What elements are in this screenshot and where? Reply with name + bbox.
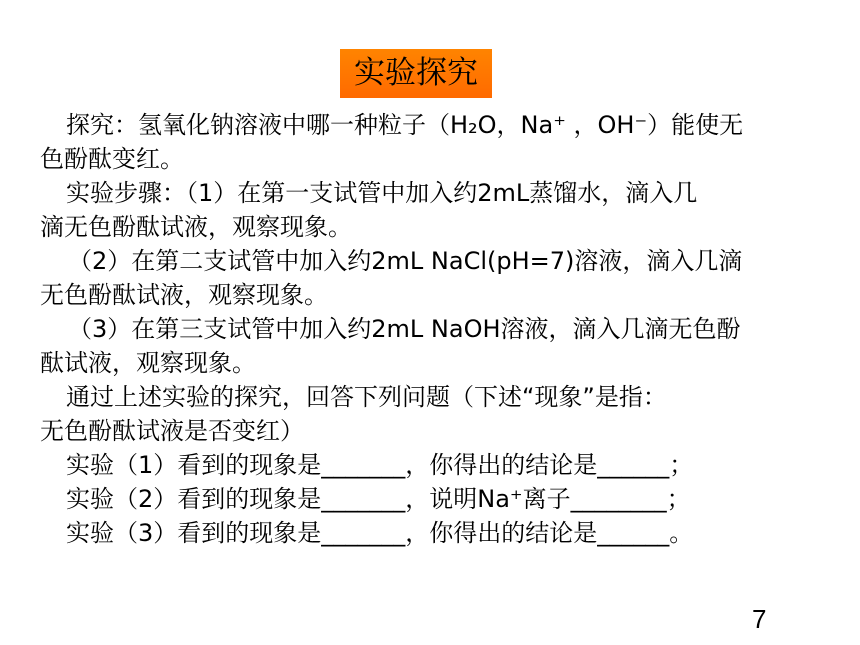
body-line: 无色酚酞试液是否变红） (40, 417, 304, 445)
body-line: 色酚酞变红。 (40, 145, 184, 173)
page-number: 7 (752, 604, 767, 634)
body-line: （2）在第二支试管中加入约2mL NaCl(pH=7)溶液，滴入几滴 (68, 247, 743, 275)
slide-title-box (340, 49, 492, 98)
body-line: 实验步骤：（1）在第一支试管中加入约2mL蒸馏水，滴入几 (66, 179, 698, 207)
body-line: （3）在第三支试管中加入约2mL NaOH溶液，滴入几滴无色酚 (68, 315, 741, 343)
question-line: 实验（3）看到的现象是_______，你得出的结论是______。 (66, 519, 694, 547)
question-line: 实验（2）看到的现象是_______，说明Na⁺离子________； (66, 485, 691, 513)
body-line: 滴无色酚酞试液，观察现象。 (40, 213, 352, 241)
body-line: 无色酚酞试液，观察现象。 (40, 281, 328, 309)
slide-body (40, 108, 840, 550)
question-line: 实验（1）看到的现象是_______，你得出的结论是______； (66, 451, 694, 479)
body-line: 通过上述实验的探究，回答下列问题（下述“现象”是指： (66, 383, 667, 411)
slide-title: 实验探究 (354, 55, 478, 91)
body-line: 探究：氢氧化钠溶液中哪一种粒子（H₂O，Na⁺ ，OH⁻）能使无 (66, 111, 744, 139)
body-line: 酞试液，观察现象。 (40, 349, 256, 377)
